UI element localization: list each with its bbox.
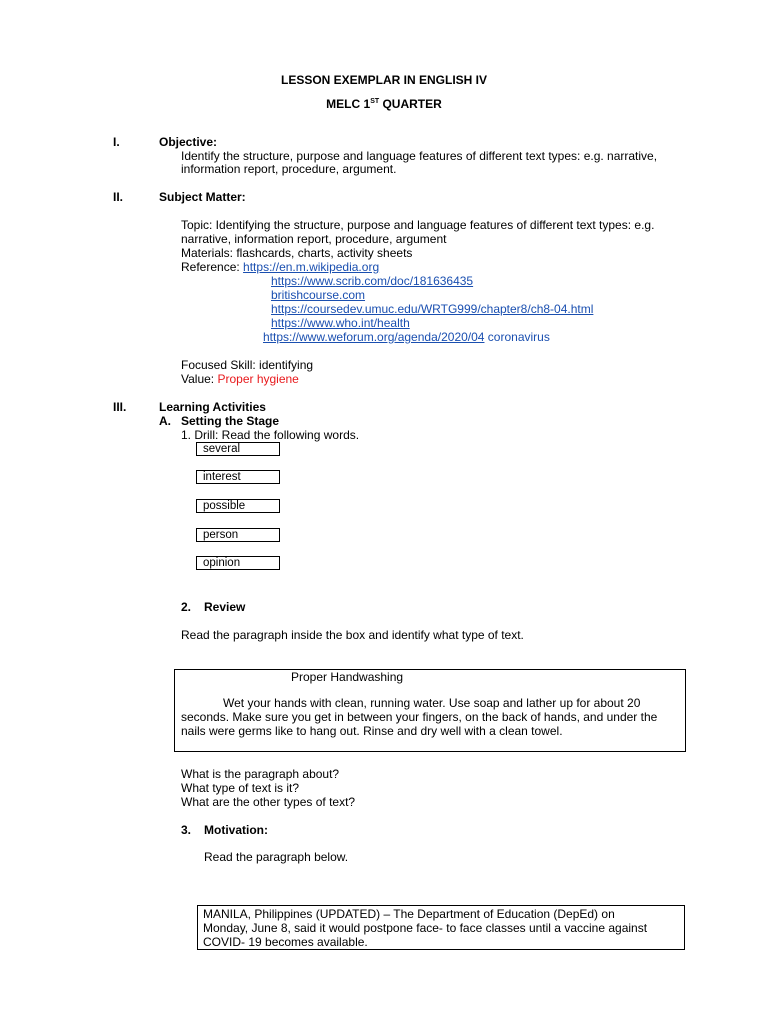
motivation-heading: Motivation:: [204, 823, 268, 837]
paragraph-title: Proper Handwashing: [291, 670, 404, 684]
motivation-instruction: Read the paragraph below.: [204, 850, 349, 864]
review-heading: Review: [204, 600, 246, 614]
section-numeral-subject: II.: [113, 190, 124, 204]
word-card: person: [196, 528, 280, 542]
reference-link[interactable]: britishcourse.com: [271, 288, 366, 302]
news-line: MANILA, Philippines (UPDATED) – The Department of Education (DepEd) on: [203, 907, 615, 921]
reference-link[interactable]: https://en.m.wikipedia.org: [243, 260, 380, 274]
reference-link[interactable]: https://www.weforum.org/agenda/2020/04: [263, 330, 485, 344]
sub-letter-a: A.: [159, 414, 171, 428]
objective-text-line: Identify the structure, purpose and language features of different text types: e.g. narrative,: [181, 149, 658, 163]
reference-link[interactable]: https://coursedev.umuc.edu/WRTG999/chapter8/ch8-04.html: [271, 302, 594, 316]
word-card: opinion: [196, 556, 280, 570]
objective-text-line: information report, procedure, argument.: [181, 162, 397, 176]
paragraph-line: nails were germs like to hang out. Rinse and dry well with a clean towel.: [181, 724, 563, 738]
review-number: 2.: [181, 600, 192, 614]
value-line: Value: Proper hygiene: [181, 372, 299, 386]
question-line: What type of text is it?: [181, 781, 300, 795]
question-line: What is the paragraph about?: [181, 767, 340, 781]
news-line: Monday, June 8, said it would postpone face- to face classes until a vaccine against: [203, 921, 648, 935]
section-numeral-objective: I.: [113, 135, 120, 149]
subject-heading: Subject Matter:: [159, 190, 246, 204]
drill-line: 1. Drill: Read the following words.: [181, 428, 360, 442]
paragraph-line: Wet your hands with clean, running water. Use soap and lather up for about 20: [223, 696, 641, 710]
reference-link[interactable]: https://www.scrib.com/doc/181636435: [271, 274, 474, 288]
word-card: several: [196, 442, 280, 456]
reference-link[interactable]: https://www.who.int/health: [271, 316, 410, 330]
topic-line: narrative, information report, procedure, argument: [181, 232, 447, 246]
reference-line: https://www.weforum.org/agenda/2020/04 coronavirus: [263, 330, 550, 344]
value-text: Proper hygiene: [217, 372, 299, 386]
paragraph-line: seconds. Make sure you get in between your fingers, on the back of hands, and under the: [181, 710, 658, 724]
motivation-number: 3.: [181, 823, 192, 837]
word-card: interest: [196, 470, 280, 484]
question-line: What are the other types of text?: [181, 795, 356, 809]
activities-heading: Learning Activities: [159, 400, 266, 414]
review-instruction: Read the paragraph inside the box and identify what type of text.: [181, 628, 524, 642]
reference-line: Reference: https://en.m.wikipedia.org: [181, 260, 380, 274]
objective-heading: Objective:: [159, 135, 218, 149]
news-line: COVID- 19 becomes available.: [203, 935, 368, 949]
page-title: LESSON EXEMPLAR IN ENGLISH IV: [280, 73, 488, 87]
materials-line: Materials: flashcards, charts, activity sheets: [181, 246, 413, 260]
word-card: possible: [196, 499, 280, 513]
focused-skill: Focused Skill: identifying: [181, 358, 314, 372]
quarter-title: MELC 1ST QUARTER: [326, 97, 442, 111]
topic-line: Topic: Identifying the structure, purpose and language features of different text types: e.g.: [181, 218, 655, 232]
setting-stage-heading: Setting the Stage: [181, 414, 280, 428]
section-numeral-activities: III.: [113, 400, 127, 414]
